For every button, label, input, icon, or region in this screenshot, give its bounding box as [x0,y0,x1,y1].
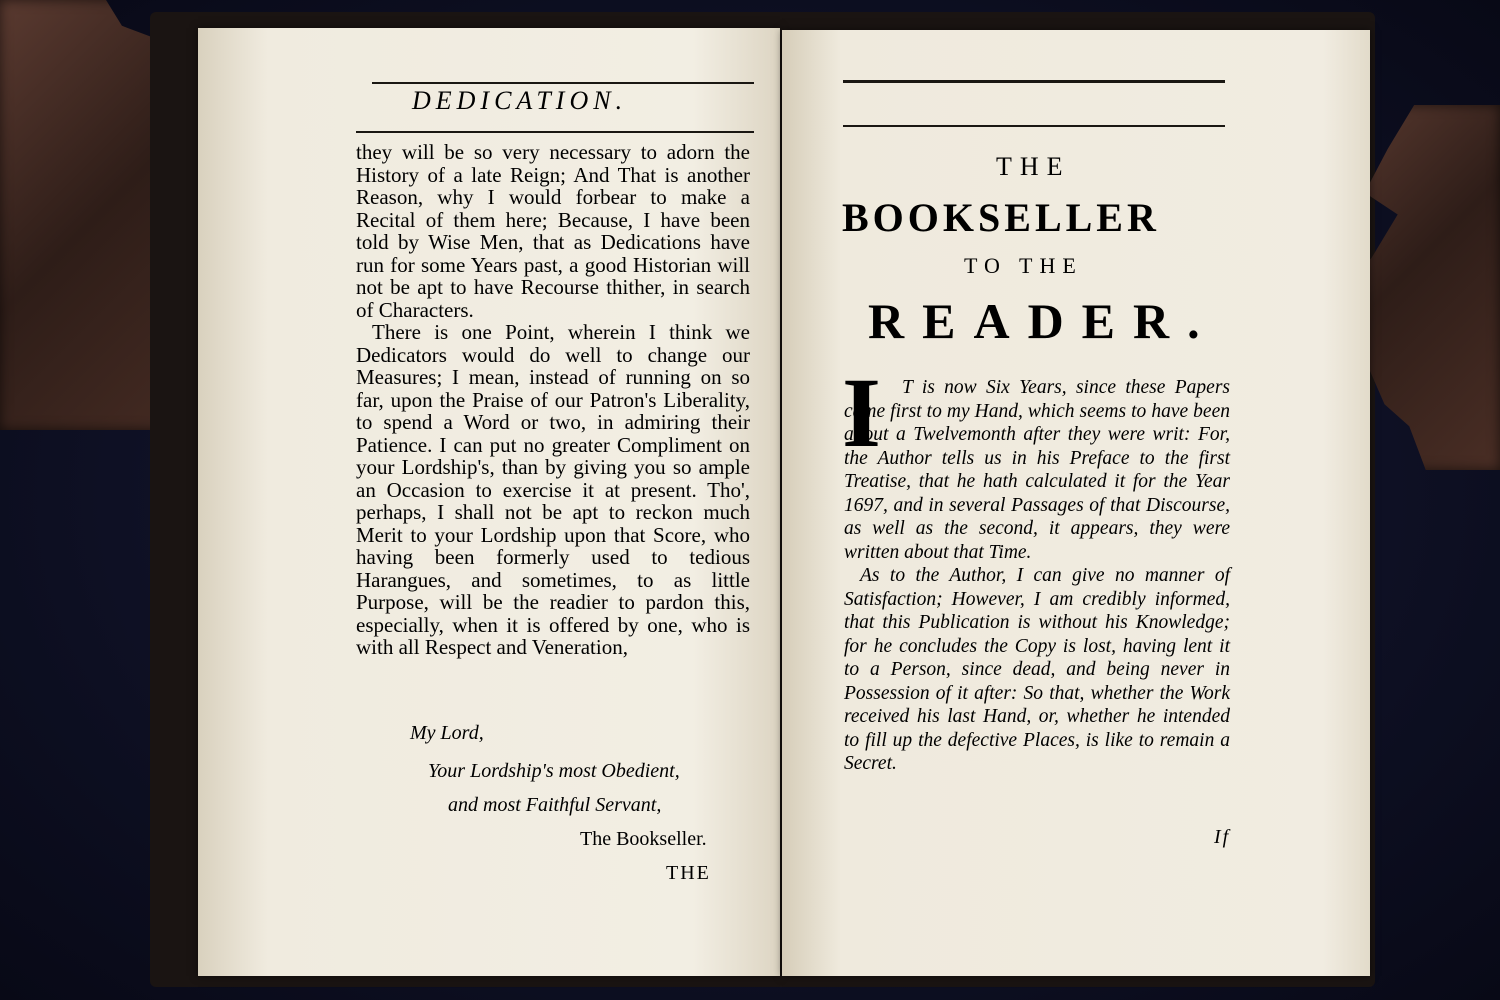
dedication-paragraph: they will be so very necessary to adorn the History of a late Reign; And That is another Reason, why I would forbear to make a Recital of them here; Because, I have been told by Wise Men, that as Dedications have run for some Years past, a good Historian will not be apt to have Recourse thither, in search of Characters. [356,140,750,322]
title-reader: READER. [868,293,1218,349]
dedication-paragraph: There is one Point, wherein I think we Dedicators would do well to change our Measures; I mean, instead of running on so far, upon the Praise of our Patron's Liberality, to spend a Word or two, in admiring their Patience. I can put no greater Compliment on your Lordship's, than by giving you so ample an Occasion to exercise it at present. Tho', perhaps, I shall not be apt to reckon much Merit to your Lordship upon that Score, who having been formerly used to tedious Harangues, and sometimes, to as little Purpose, will be the readier to pardon this, especially, when it is offered by one, who is with all Respect and Veneration, [356,320,750,659]
signature: The Bookseller. [580,828,707,850]
salutation: My Lord, [410,722,484,744]
title-the: THE [996,152,1071,181]
drop-cap: I [842,357,881,468]
closing-line-2: and most Faithful Servant, [448,794,662,816]
preface-paragraph: As to the Author, I can give no manner of Satisfaction; However, I am credibly informed, that this Publication is without his Knowledge; for he concludes the Copy is lost, having lent it to a Person, since dead, and being never in Possession of it after: So that, whether the Work received his last Hand, or, whether he intended to fill up the defective Places, is like to remain a Secret. [844,565,1230,774]
closing-line-1: Your Lordship's most Obedient, [428,760,680,782]
catchword-left: THE [666,862,711,884]
preface-text [844,376,1230,776]
catchword-right: If [1214,826,1231,848]
title-bookseller: BOOKSELLER [842,195,1160,240]
header-rule-top [372,82,754,84]
dedication-text [356,141,750,659]
header-rule-bottom [356,131,754,133]
preface-paragraph: T is now Six Years, since these Papers came first to my Hand, which seems to have been about a Twelvemonth after they were writ: For, the Author tells us in his Preface to the first Treatise, that he hath calculated it for the Year 1697, and in several Passages of that Discourse, as well as the second, it appears, they were written about that Time. [844,377,1230,563]
header-rule-top-right [843,80,1225,83]
title-to-the: TO THE [964,253,1083,278]
page-headline: DEDICATION. [412,86,628,115]
header-rule-bottom-right [843,125,1225,127]
